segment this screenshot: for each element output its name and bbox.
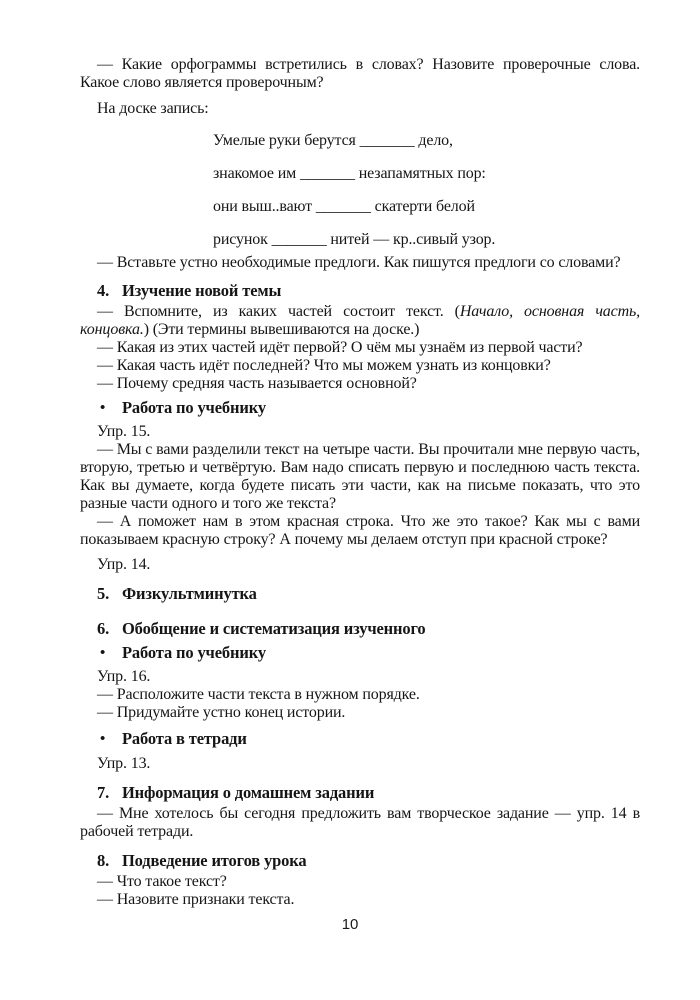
board-line: они выш..вают _______ скатерти белой	[213, 198, 475, 215]
bullet-heading-notebook	[80, 729, 640, 749]
bullet-icon: •	[100, 400, 106, 416]
paragraph-orthograms: — Какие орфограммы встретились в словах? Назовите проверочные слова. Какое слово является проверочным?	[80, 56, 640, 91]
section-heading-6	[80, 619, 640, 639]
bullet-heading-label: Работа по учебнику	[122, 643, 266, 662]
question-text-features: — Назовите признаки текста.	[97, 891, 295, 908]
bullet-heading-textbook-1	[80, 398, 640, 418]
board-line: Умелые руки берутся _______ дело,	[213, 132, 453, 149]
paragraph-recall	[80, 303, 640, 339]
page-number: 10	[341, 916, 359, 933]
bullet-heading-label: Работа в тетради	[122, 729, 247, 748]
question-middle-part: — Почему средняя часть называется основной?	[97, 375, 417, 392]
board-line: знакомое им _______ незапамятных пор:	[213, 165, 486, 182]
board-line: рисунок _______ нитей — кр..сивый узор.	[213, 231, 496, 248]
question-last-part: — Какая часть идёт последней? Что мы можем узнать из концовки?	[97, 357, 551, 374]
section-number: 5.	[97, 584, 110, 603]
section-number: 6.	[97, 619, 110, 638]
section-heading-4	[80, 281, 640, 301]
bullet-heading-textbook-2	[80, 643, 640, 663]
section-number: 4.	[97, 281, 110, 300]
exercise-ref-13: Упр. 13.	[97, 755, 151, 772]
question-what-is-text: — Что такое текст?	[97, 873, 227, 890]
bullet-icon: •	[100, 731, 106, 747]
section-title: Изучение новой темы	[122, 281, 282, 300]
section-heading-7	[80, 783, 640, 803]
question-order: — Расположите части текста в нужном порядке.	[97, 686, 420, 703]
bullet-heading-label: Работа по учебнику	[122, 398, 266, 417]
exercise-ref-16: Упр. 16.	[97, 668, 151, 685]
board-exercise-lines	[213, 132, 640, 249]
board-note: На доске запись:	[97, 100, 209, 117]
paragraph-homework: — Мне хотелось бы сегодня предложить вам творческое задание — упр. 14 в рабочей тетради.	[80, 805, 640, 840]
section-title: Информация о домашнем задании	[122, 783, 375, 802]
section-number: 7.	[97, 783, 110, 802]
recall-text-before: — Вспомните, из каких частей состоит текст. (	[97, 303, 460, 320]
lesson-text-block	[80, 56, 640, 909]
section-number: 8.	[97, 851, 110, 870]
section-title: Обобщение и систематизация изученного	[122, 619, 426, 638]
recall-text-after: ) (Эти термины вывешиваются на доске.)	[143, 321, 420, 338]
paragraph-red-line: — А поможет нам в этом красная строка. Что же это такое? Как мы с вами показываем красную строку? А почему мы делаем отступ при красной строке?	[80, 513, 640, 548]
exercise-ref-15: Упр. 15.	[97, 423, 151, 440]
section-title: Подведение итогов урока	[122, 851, 307, 870]
section-heading-5	[80, 584, 640, 604]
bullet-icon: •	[100, 645, 106, 661]
recall-terms-italic: Начало, основная часть, концовка.	[80, 303, 640, 338]
question-first-part: — Какая из этих частей идёт первой? О чём мы узнаём из первой части?	[97, 339, 583, 356]
question-ending: — Придумайте устно конец истории.	[97, 704, 346, 721]
section-heading-8	[80, 851, 640, 871]
section-title: Физкультминутка	[122, 584, 257, 603]
paragraph-four-parts: — Мы с вами разделили текст на четыре части. Вы прочитали мне первую часть, вторую, третью и четвёртую. Вам надо списать первую и последнюю часть текста. Как вы думаете, когда будете писать эти части, как на письме показать, что это разные части одного и того же текста?	[80, 441, 640, 512]
paragraph-prepositions: — Вставьте устно необходимые предлоги. Как пишутся предлоги со словами?	[97, 254, 621, 271]
exercise-ref-14: Упр. 14.	[97, 556, 151, 573]
